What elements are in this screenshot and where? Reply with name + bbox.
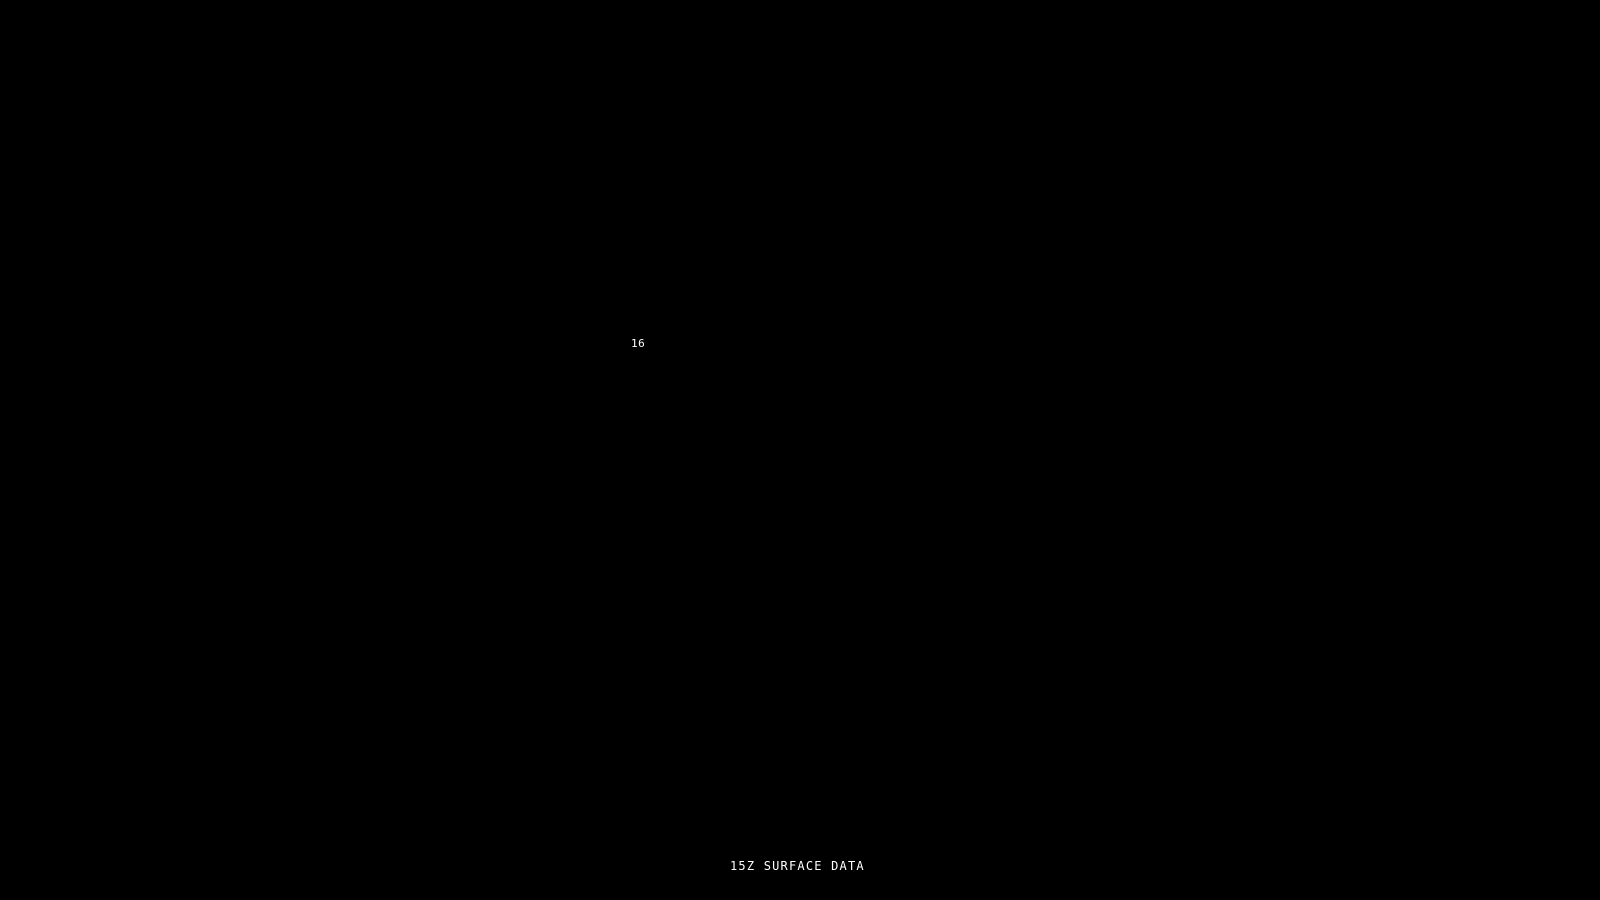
temperature-plot-16: 16 xyxy=(631,337,646,350)
map-caption: 15Z SURFACE DATA xyxy=(730,859,865,873)
